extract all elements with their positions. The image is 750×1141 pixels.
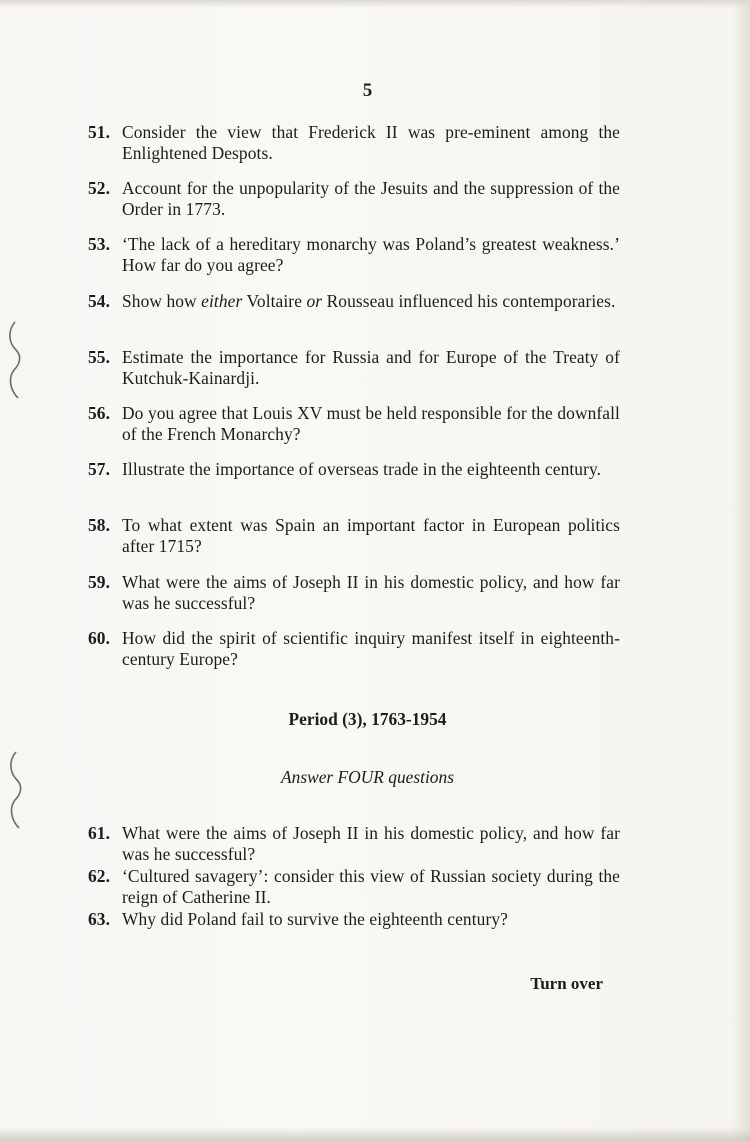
scan-shadow-top bbox=[0, 0, 750, 8]
question-list-bottom bbox=[88, 823, 620, 952]
question-item bbox=[88, 909, 620, 952]
question-text bbox=[122, 866, 620, 909]
question-number: 51. bbox=[88, 122, 111, 142]
question-number: 56. bbox=[88, 402, 111, 423]
question-text-part: ‘The lack of a hereditary monarchy was Poland’s greatest weakness.’ How far do you agree? bbox=[122, 234, 620, 276]
turn-over-label: Turn over bbox=[530, 974, 603, 993]
question-text-part: Voltaire bbox=[242, 290, 307, 311]
question-number: 61. bbox=[88, 823, 111, 843]
question-list-top bbox=[88, 122, 620, 684]
question-item bbox=[88, 403, 620, 459]
question-item bbox=[88, 178, 620, 234]
question-number: 57. bbox=[88, 459, 111, 480]
question-text-part: What were the aims of Joseph II in his domestic policy, and how far was he successful? bbox=[122, 571, 620, 613]
question-item bbox=[88, 122, 620, 178]
scan-shadow-bottom bbox=[0, 1127, 750, 1141]
question-number: 54. bbox=[88, 290, 111, 311]
question-number: 59. bbox=[88, 571, 111, 592]
question-text-part: Consider the view that Frederick II was pre-eminent among the Enlightened Despots. bbox=[122, 122, 620, 163]
question-text bbox=[122, 515, 620, 571]
question-emphasis: either bbox=[201, 290, 243, 311]
question-number: 60. bbox=[88, 627, 111, 648]
question-text bbox=[122, 459, 620, 515]
question-text-part: Why did Poland fail to survive the eighteenth century? bbox=[122, 909, 508, 929]
question-text bbox=[122, 347, 620, 403]
scan-shadow-right bbox=[732, 0, 750, 1141]
question-text-part: Estimate the importance for Russia and for Europe of the Treaty of Kutchuk-Kainardji. bbox=[122, 346, 620, 388]
question-item bbox=[88, 347, 620, 403]
section-heading: Period (3), 1763-1954 bbox=[288, 709, 447, 729]
question-text-part: Rousseau influenced his contemporaries. bbox=[322, 290, 616, 311]
binding-staple-icon bbox=[6, 750, 24, 830]
question-text-part: To what extent was Spain an important factor in European politics after 1715? bbox=[122, 515, 620, 557]
question-item bbox=[88, 823, 620, 866]
question-number: 55. bbox=[88, 346, 111, 367]
question-number: 52. bbox=[88, 178, 111, 199]
question-text-part: Illustrate the importance of overseas trade in the eighteenth century. bbox=[122, 459, 602, 480]
binding-staple-icon bbox=[6, 320, 24, 400]
question-item bbox=[88, 234, 620, 290]
section-instruction: Answer FOUR questions bbox=[281, 767, 454, 787]
question-number: 63. bbox=[88, 909, 111, 929]
question-item bbox=[88, 866, 620, 909]
question-text bbox=[122, 291, 620, 347]
question-emphasis: or bbox=[306, 290, 323, 311]
question-text bbox=[122, 572, 620, 628]
question-item bbox=[88, 628, 620, 684]
question-text bbox=[122, 234, 620, 290]
question-text-part: ‘Cultured savagery’: consider this view of Russian society during the reign of Catherine II. bbox=[122, 866, 620, 907]
question-text-part: What were the aims of Joseph II in his domestic policy, and how far was he successful? bbox=[122, 823, 620, 864]
question-text bbox=[122, 122, 620, 178]
question-item bbox=[88, 572, 620, 628]
question-text bbox=[122, 823, 620, 866]
question-text bbox=[122, 909, 620, 952]
question-item bbox=[88, 515, 620, 571]
question-text-part: How did the spirit of scientific inquiry manifest itself in eighteenth-century Europe? bbox=[122, 627, 620, 669]
question-text bbox=[122, 178, 620, 234]
question-text bbox=[122, 628, 620, 684]
question-text-part: Show how bbox=[122, 290, 202, 311]
question-item bbox=[88, 459, 620, 515]
question-number: 58. bbox=[88, 515, 111, 536]
question-text bbox=[122, 403, 620, 459]
question-text-part: Account for the unpopularity of the Jesuits and the suppression of the Order in 1773. bbox=[122, 178, 620, 220]
question-item bbox=[88, 291, 620, 347]
page-number: 5 bbox=[362, 80, 373, 101]
question-number: 53. bbox=[88, 234, 111, 255]
question-number: 62. bbox=[88, 866, 111, 886]
question-text-part: Do you agree that Louis XV must be held responsible for the downfall of the French Monarchy? bbox=[122, 402, 620, 444]
